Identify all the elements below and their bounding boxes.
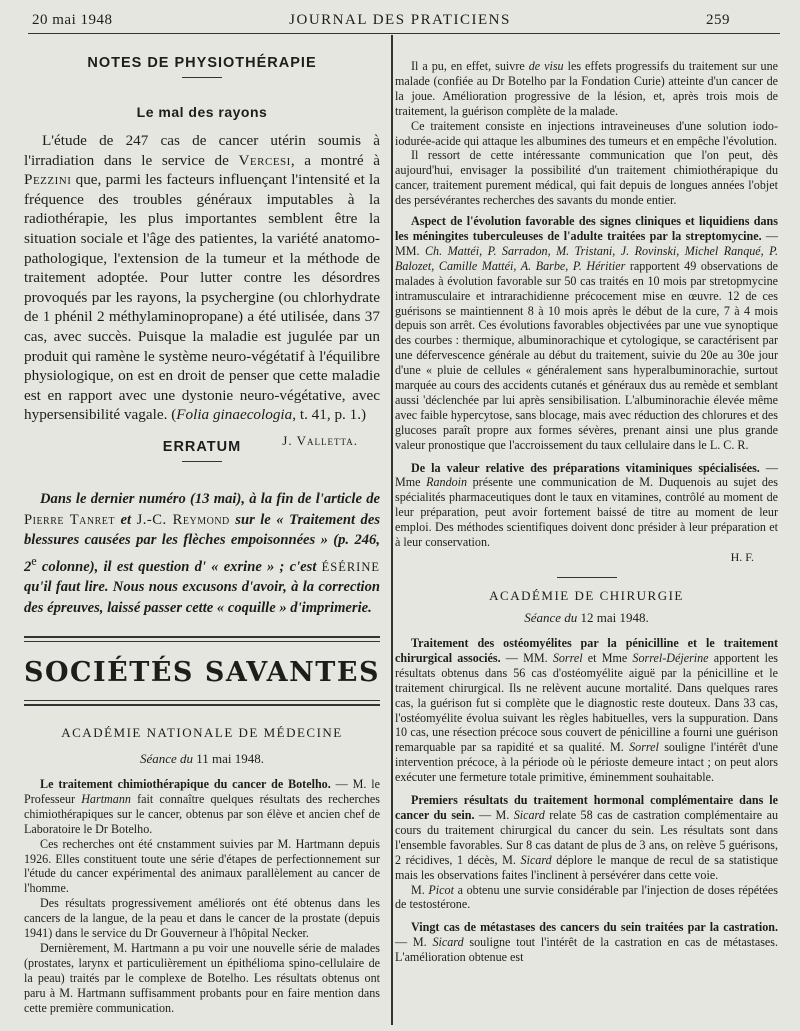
chimio-paragraph-3: Des résultats progressivement améliorés ont été obtenus dans les cancers de la langue, de la peau et dans le cancer de la prostate (depuis 1941) dans le service du Dr Gouverneur à l'hôpital Necker. bbox=[24, 896, 380, 941]
chimio-article bbox=[24, 777, 380, 1016]
author-vercesi: Vercesi bbox=[238, 151, 291, 169]
erratum-text-block bbox=[24, 489, 380, 618]
chimio-paragraph-4: Dernièrement, M. Hartmann a pu voir une nouvelle série de malades (prostates, larynx et particulièrement un épithélioma spino-cellulaire de la peau) traités par le complexe de Botelho. Les résultats obtenus ont paru à M. Hartmann suffisamment probants pour en faire mention dans cette première communication. bbox=[24, 940, 380, 1015]
hormonal-paragraph: Premiers résultats du traitement hormonal complémentaire dans le cancer du sein. — M. Sicard relate 58 cas de castration complémentaire au cours du traitement chirurgical du cancer du sein. Les résultats sont dans l'ensemble favorables. Sur 8 cas datant de plus de 3 ans, on relève 5 guérisons, 2 récidives, 1 décès, M. Sicard déplore le manque de recul de sa statistique mais les observations faites l'inclinent à persévérer dans cette voie. bbox=[395, 793, 779, 882]
header-rule bbox=[28, 33, 780, 34]
mal-rayons-title-block bbox=[24, 104, 380, 120]
erratum-author-tanret: Pierre Tanret bbox=[24, 511, 115, 528]
section-rule-top-1 bbox=[24, 636, 380, 638]
osteo-lead: Traitement des ostéomyélites par la pénicilline et le traitement chirurgical associés. bbox=[395, 636, 778, 665]
visu-paragraph: Il a pu, en effet, suivre de visu les effets progressifs du traitement sur une malade (confiée au Dr Botelho par la Fondation Curie) atteinte d'un cancer de la joue. Amélioration progressive de la lésion, et, après trois mois de traitement, la guérison complète de la malade. bbox=[395, 59, 779, 118]
chimio-paragraph-1: Le traitement chimiothérapique du cancer de Botelho. — M. le Professeur Hartmann fait connaître quelques résultats des recherches chimiothérapiques sur le cancer, obtenus par son élève et ancien chef de Laboratoire le Dr Botelho. bbox=[24, 777, 381, 836]
erratum-title: ERRATUM bbox=[162, 439, 242, 455]
erratum-paragraph: Dans le dernier numéro (13 mai), à la fin de l'article de Pierre Tanret et J.-C. Reymond sur le « Traitement des blessures causées par les flèches empoisonnées » (p. 246, 2e colonne), il est question d' « exrine » ; c'est ÉSÉRINE qu'il faut lire. Nous nous excusons d'avoir, à la correction des épreuves, laissé passer cette « coquille » d'imprimerie. bbox=[24, 491, 380, 616]
mal-rayons-article bbox=[24, 131, 380, 449]
mal-rayons-signature: J. Valletta. bbox=[282, 432, 358, 448]
academie-medecine-title: ACADÉMIE NATIONALE DE MÉDECINE bbox=[61, 725, 343, 740]
vingt-paragraph: Vingt cas de métastases des cancers du sein traitées par la castration. — M. Sicard souligne tout l'intérêt de la castration en cas de métastases. L'amélioration obtenue est bbox=[395, 920, 779, 965]
header-journal-title: JOURNAL DES PRATICIENS bbox=[289, 12, 511, 28]
ressort-paragraph: Il ressort de cette intéressante communication que l'on peut, dès aujourd'hui, envisager la possibilité d'un traitement chimiothérapique du cancer, traitement purement médical, qui fait depuis de longues années l'objet des persévérantes recherches des savants du monde entier. bbox=[395, 148, 778, 208]
aspect-paragraph: Aspect de l'évolution favorable des signes cliniques et liquidiens dans les méningites tuberculeuses de l'adulte traitées par la streptomycine. — MM. Ch. Mattéi, P. Sarradon, M. Tristani, J. Rovinski, Michel Ranqué, P. Balozet, Camille Mattéi, A. Barbe, P. Héritier rapportent 49 observations de malades à évolution favorable sur 50 cas traités en 10 mois par stretopmycine intramusculaire et intrarachidienne précocement mise en œuvre. 12 de ces guérisons se maintiennent 8 à 10 mois après le début de la cure, 7 à 4 mois depuis son arrêt. Ces évolutions favorables objectivées par une vue synoptique des courbes : thermique, albuminorachique et cytologique, se caractérisent par une défervescence générale au début du traitement, suivie du 20e au 30e jour d'une « pluie de cellules « généralement sans hyperalbuminorachie, surtout marquée au cours des accidents cutanés et généraux dus au remède et semblant aussi 'déclenchée par lui après sensibilisation. L'albuminorachie élevée même avec faible hypercytose, sans blocage, mais avec réduction des chlorures et des glucoses paraît propre aux formes sévères, prenant ainsi une plus grande valeur pronostique que l'accroissement du taux cellulaire dans le L. C. R. bbox=[395, 214, 778, 452]
author-pezzini: Pezzini bbox=[24, 171, 72, 189]
column-divider bbox=[391, 35, 393, 1025]
notes-title-rule bbox=[182, 77, 222, 78]
chirurgie-rule bbox=[557, 577, 617, 578]
section-rule-top-2 bbox=[24, 641, 380, 642]
academie-chirurgie-seance: Séance du 12 mai 1948. bbox=[524, 610, 649, 625]
citation-journal: Folia ginaecologia bbox=[176, 406, 293, 424]
chimio-paragraph-2: Ces recherches ont été cnstamment suivies par M. Hartmann depuis 1926. Elles constituent toute une série d'étapes de perfectionnement sur l'étude du cancer expérimental des animaux parallèlement au cancer de l'homme. bbox=[24, 836, 380, 896]
erratum-correct-word: ÉSÉRINE bbox=[321, 559, 380, 574]
right-column bbox=[395, 59, 778, 965]
traitement-paragraph: Ce traitement consiste en injections intraveineuses d'une solution iodo-iodurée-acide qui attaque les albumines des tumeurs et en empêche l'évolution. bbox=[395, 118, 778, 148]
page-header bbox=[20, 8, 780, 34]
header-page-number: 259 bbox=[706, 12, 730, 28]
section-rule-bottom-1 bbox=[24, 700, 380, 701]
erratum-title-block bbox=[24, 439, 380, 462]
vingt-lead: Vingt cas de métastases des cancers du sein traitées par la castration. bbox=[411, 920, 778, 935]
chimio-lead: Le traitement chimiothérapique du cancer de Botelho. bbox=[40, 777, 331, 791]
mal-rayons-paragraph: L'étude de 247 cas de cancer utérin soumis à l'irradiation dans le service de Vercesi, a montré à Pezzini que, parmi les facteurs influençant l'intensité et la fréquence des troubles généraux imputables à la radiothérapie, les plus importantes semblent être la situation sociale et l'âge des patientes, la variété anatomo-pathologique, l'extension de la tumeur et la méthode de traitement adoptée. Pour lutter contre les désordres provoqués par les rayons, la psychergine (ou chlorhydrate de 1 phénil 2 méthylaminopropane) a été utilisée, dans 37 cas, avec succès. Puisque la maladie est jugulée par un produit qui ramène le système neuro-végétatif à l'équilibre physiologique, on est en droit de penser que cette maladie est en rapport avec une dystonie neuro-végétative, avec hypersensibilité vagale. (Folia ginaecologia, t. 41, p. 1.) bbox=[24, 132, 380, 424]
picot-paragraph: M. Picot a obtenu une survie considérable par l'injection de doses répétées de testostérone. bbox=[395, 882, 778, 912]
notes-section-title: NOTES DE PHYSIOTHÉRAPIE bbox=[87, 55, 317, 71]
mal-rayons-title: Le mal des rayons bbox=[136, 104, 268, 120]
section-rule-bottom-2 bbox=[24, 704, 380, 706]
valeur-signature: H. F. bbox=[730, 550, 754, 564]
academie-medecine-seance: Séance du 11 mai 1948. bbox=[139, 751, 265, 766]
hormonal-lead: Premiers résultats du traitement hormonal complémentaire dans le cancer du sein. bbox=[395, 793, 778, 822]
valeur-paragraph: De la valeur relative des préparations vitaminiques spécialisées. — Mme Randoin présente une communication de M. Duquenois au sujet des spécialités pharmaceutiques dont le taux en vitamines, contrôlé au moment de leur préparation, peut avoir fortement baissé de titre au moment de leur emploi. Des méthodes scientifiques doivent donc présider à leur préparation et à leur conservation. bbox=[395, 460, 779, 550]
left-column-societes bbox=[24, 725, 380, 1016]
societes-savantes-title: SOCIÉTÉS SAVANTES bbox=[24, 657, 380, 688]
aspect-lead: Aspect de l'évolution favorable des signes cliniques et liquidiens dans les méningites tuberculeuses de l'adulte traitées par la streptomycine. bbox=[395, 214, 778, 243]
valeur-lead: De la valeur relative des préparations vitaminiques spécialisées. bbox=[411, 460, 760, 475]
erratum-title-rule bbox=[182, 461, 222, 462]
header-date: 20 mai 1948 bbox=[32, 12, 113, 28]
notes-section-title-block bbox=[24, 55, 380, 78]
erratum-author-reymond: J.-C. Reymond bbox=[136, 511, 230, 528]
osteo-paragraph: Traitement des ostéomyélites par la pénicilline et le traitement chirurgical associés. — MM. Sorrel et Mme Sorrel-Déjerine apportent les résultats obtenus dans 56 cas d'ostéomyélite aiguë par la pénicilline et le traitement chirurgical. Ils ne relèvent aucune mortalité. Dans quelques rares cas, la guérison fut si complète que le diagnostic reste douteux. Dans 33 cas, l'ostéomyélite évolua suivant les règles habituelles, vers la suppuration. Dans 10 cas, une résection précoce sous couvert de pénicilline a fourni une guérison remarquable par sa rapidité et sa qualité. M. Sorrel souligne l'intérêt d'une intervention précoce, à la période où le périoste demeure intact ; on peut alors exécuter une fermeture totale primitive, éminemment souhaitable. bbox=[395, 636, 779, 785]
academie-chirurgie-title: ACADÉMIE DE CHIRURGIE bbox=[489, 588, 684, 603]
